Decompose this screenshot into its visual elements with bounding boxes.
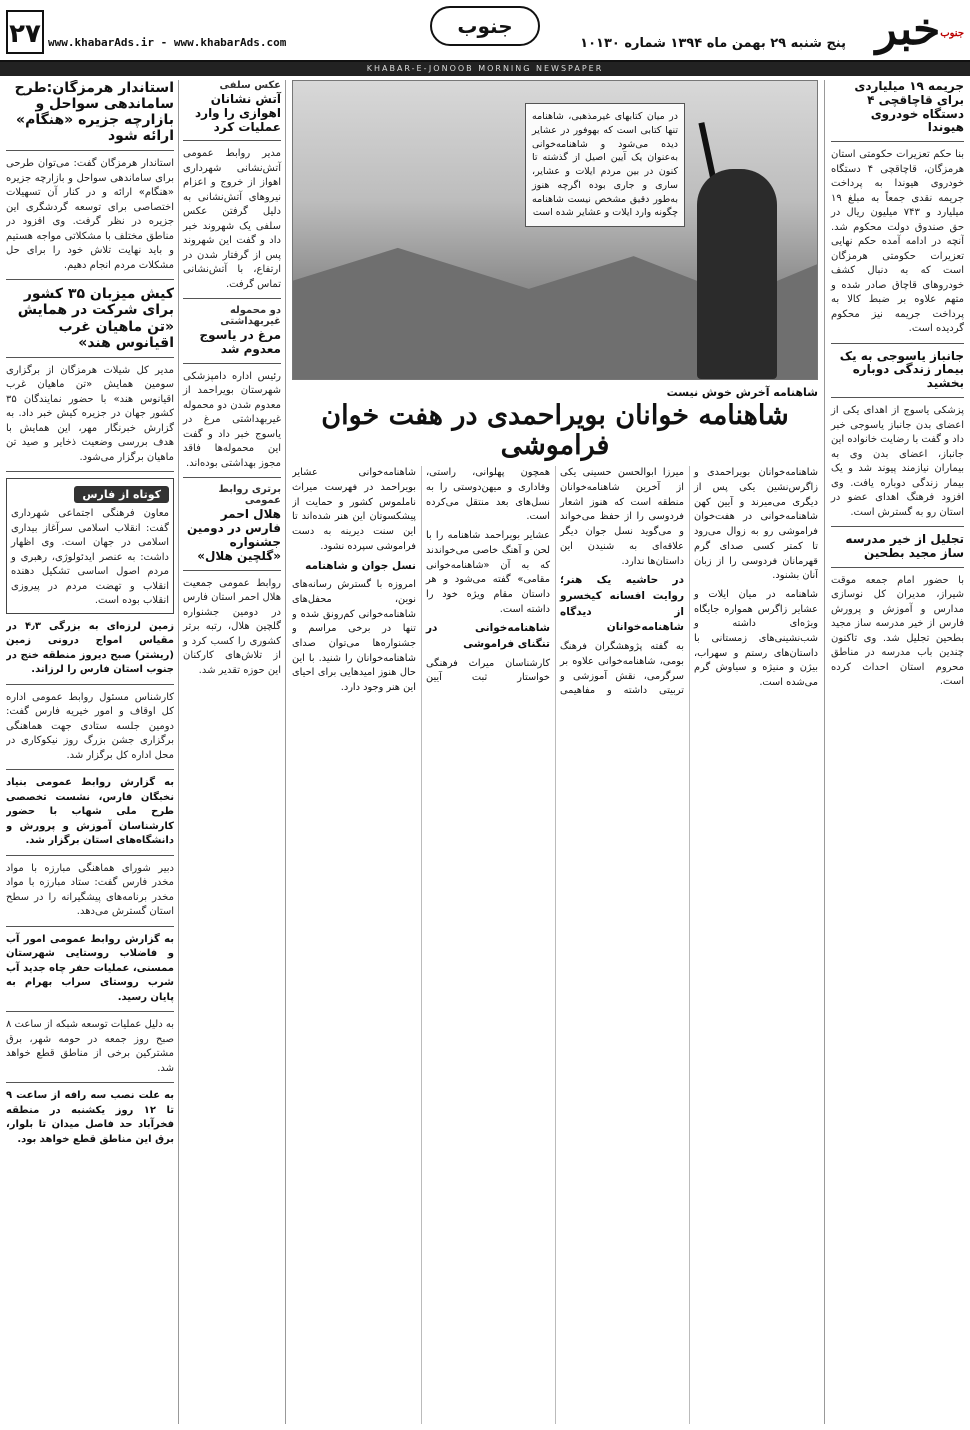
photo-caption: در میان کتابهای غیرمذهبی، شاهنامه تنها کتابی است که بهوفور در عشایر دیده می‌شود و شاهنامه‌خوانی به‌عنوان یک آیین اصیل از گذشته تا کنون در بین مردم ایلات و عشایر، ساری و جاری بوده اگرچه هنوز به‌طور دقیق مشخص نیست شاهنامه چگونه وارد ایلات و عشایر شده است (525, 103, 685, 227)
divider (183, 140, 281, 141)
divider (183, 298, 281, 299)
paragraph: میرزا ابوالحسن حسینی یکی از آخرین شاهنامه‌خوانان منطقه است که هنوز اشعار فردوسی را از حفظ می‌خواند و می‌گوید نسل جوان دیگر علاقه‌ای به شنیدن این داستان‌ها ندارد. (560, 467, 684, 567)
divider (6, 357, 174, 358)
article-kicker: برتری روابط عمومی (218, 484, 281, 507)
article-body: مدیر روابط عمومی آتش‌نشانی شهرداری اهواز از خروج و اعزام نیروهای آتش‌نشانی به دلیل گرفتن عکس سلفی یک شهروند خبر داد و گفت این شهروند پس از گرفتار شدن در ارتفاع، با آتش‌نشانی تماس گرفت. (183, 148, 281, 290)
narrow-column (178, 80, 286, 1424)
header-band: KHABAR-E-JONOOB MORNING NEWSPAPER (0, 62, 970, 76)
subheading: نسل جوان و شاهنامه (305, 559, 416, 572)
website-links[interactable]: www.khabarAds.ir - www.khabarAds.com (48, 36, 287, 49)
brief-body: کارشناس مسئول روابط عمومی اداره کل اوقاف و امور خیریه فارس گفت: دومین جلسه ستادی جهت هماهنگی برگزاری جشن بزرگ روز نیکوکاری در محل اداره کل برگزار شد. (6, 691, 174, 761)
divider (183, 570, 281, 571)
brief-tag: کوتاه از فارس (74, 486, 169, 503)
main-kicker: شاهنامه آخرش خوش نیست (666, 386, 818, 399)
article-kicker: دو محموله غیربهداشتی (220, 305, 281, 328)
news-brief-box (6, 478, 174, 614)
main-photo (292, 80, 818, 380)
right-column (824, 80, 964, 1424)
brief-highlight: به گزارش روابط عمومی امور آب و فاضلاب روستایی شهرستان ممسنی، عملیات حفر چاه جدید آب شرب روستای سراب بهرام به پایان رسید. (6, 933, 174, 1003)
divider (831, 397, 964, 398)
main-story (292, 80, 818, 1424)
article-headline: استاندار هرمزگان:طرح ساماندهی سواحل و بازارچه جزیره «هنگام» ارائه شود (14, 80, 174, 145)
article-body: روابط عمومی جمعیت هلال احمر استان فارس در دومین جشنواره گلچین هلال، رتبه برتر کشوری را کسب کرد و از تلاش‌های کارکنان این حوزه تقدیر شد. (183, 577, 281, 676)
divider (6, 150, 174, 151)
divider (831, 526, 964, 527)
masthead (0, 0, 970, 62)
article-headline: تجلیل از خیر مدرسه ساز مجید بطحین (845, 532, 964, 560)
divider (831, 343, 964, 344)
article-headline: کیش میزبان ۳۵ کشور برای شرکت در همایش «تن ماهیان غرب اقیانوس هند» (17, 286, 174, 351)
article-body: با حضور امام جمعه موقت شیراز، مدیران کل نوسازی مدارس و آموزش و پرورش فارس از خیر مدرسه ساز مجید بطحین تجلیل شد. وی تاکنون چندین باب مدرسه در مناطق محروم استان احداث کرده است. (831, 574, 964, 688)
brief-highlight: به علت نصب سه رافه از ساعت ۹ تا ۱۲ روز یکشنبه در منطقه فخرآباد حد فاصل میدان تا بلوار، برق این مناطق قطع خواهد بود. (6, 1090, 174, 1145)
section-title: جنوب (430, 6, 540, 46)
article-headline: مرغ در یاسوج معدوم شد (199, 328, 281, 357)
paragraph: کارشناسان میراث فرهنگی خواستار ثبت آیین شاهنامه‌خوانی عشایر بویراحمد در فهرست میراث ناملموس کشور و حمایت از پیشکسوتان این هنر شده‌اند تا این سنت دیرینه به دست فراموشی سپرده نشود. (292, 467, 550, 684)
paragraph: به گفته پژوهشگران فرهنگ بومی، شاهنامه‌خوانی علاوه بر سرگرمی، نقش آموزشی و تربیتی داشته و مفاهیمی همچون پهلوانی، راستی، وفاداری و میهن‌دوستی را به نسل‌های بعد منتقل می‌کرده است. (426, 467, 684, 697)
brief-body: به دلیل عملیات توسعه شبکه از ساعت ۸ صبح روز جمعه در حومه شهر، برق مشترکین برخی از مناطق قطع خواهد شد. (6, 1019, 174, 1074)
article-body: بنا حکم تعزیرات حکومتی استان هرمزگان، قاچاقچی ۴ دستگاه خودروی هیوندا به پرداخت جریمه نقدی جمعاً به مبلغ ۱۹ میلیارد و ۷۴۳ میلیون ریال در حق صندوق دولت محکوم شد. آنچه در ادامه آمده حکم نهایی تعزیرات حکومتی هرمزگان است که به دنبال کشف خودروهای قاچاق صادر شده و متهم علاوه بر ضبط کالا به پرداخت جریمه نیز محکوم گردیده است. (831, 149, 964, 335)
brief-body: معاون فرهنگی اجتماعی شهرداری گفت: انقلاب اسلامی سرآغاز بیداری اسلامی در جهان است. وی اظهار داشت: به عنصر ایدئولوژی، رهبری و مردم اصول اساسی تشکیل دهنده انقلاب و تهضت مردم در پیروزی انقلاب بوده است. (11, 508, 169, 607)
subheading: در حاشیه یک هنر؛ روایت افسانه کیخسرو از دیدگاه شاهنامه‌خوانان (560, 574, 684, 634)
brief-highlight: به گزارش روابط عمومی بنیاد نخبگان فارس، نشست تخصصی طرح ملی شهاب با حضور کارشناسان آموزش و پرورش و دانشگاه‌های استان برگزار شد. (6, 777, 174, 847)
article-headline: آتش نشانان اهوازی را وارد عملیات کرد (195, 92, 281, 134)
brief-highlight: زمین لرزه‌ای به بزرگی ۴٫۳ در مقیاس امواج درونی زمین (ریشتر) صبح دیروز منطقه خنج در جنوب استان فارس را لرزاند. (6, 620, 174, 676)
photo-person (697, 169, 777, 379)
divider (6, 1082, 174, 1083)
subheading: شاهنامه‌خوانی در تنگنای فراموشی (426, 622, 550, 650)
divider (831, 141, 964, 142)
paragraph: امروزه با گسترش رسانه‌های نوین، محفل‌های شاهنامه‌خوانی کم‌رونق شده و تنها در برخی مراسم و جشنواره‌ها می‌توان صدای شاهنامه‌خوانان را شنید. با این حال هنوز امیدهایی برای احیای این هنر وجود دارد. (292, 579, 416, 694)
paragraph: عشایر بویراحمد شاهنامه را با لحن و آهنگ خاصی می‌خواندند که به آن «شاهنامه‌خوانی مقامی» گفته می‌شود و هر داستان مقام ویژه خود را داشته است. (426, 530, 550, 615)
divider (6, 684, 174, 685)
divider (6, 926, 174, 927)
article-headline: هلال احمر فارس در دومین جشنواره «گلچین هلال» (187, 507, 281, 563)
divider (6, 279, 174, 280)
paragraph: شاهنامه‌خوانان بویراحمدی و زاگرس‌نشین یکی پس از دیگری می‌میرند و آیین کهن شاهنامه‌خوانی در هفت‌خوان فراموشی رو به زوال می‌رود تا کمتر کسی صدای گرم قهرمانان فردوسی را از زبان آنان بشنود. (694, 467, 818, 582)
divider (6, 769, 174, 770)
logo-subtitle: جنوب (940, 28, 964, 39)
issue-date-line: پنج شنبه ۲۹ بهمن ماه ۱۳۹۴ شماره ۱۰۱۳۰ (580, 36, 846, 51)
divider (6, 1011, 174, 1012)
article-body: مدیر کل شیلات هرمزگان از برگزاری سومین همایش «تن ماهیان غرب اقیانوس هند» با حضور نمایندگان ۳۵ کشور جهان در جزیره کیش خبر داد. به گزارش خبرنگار مهر، این همایش با هدف بررسی وضعیت ذخایر و صید تن ماهیان برگزار می‌شود. (6, 364, 174, 463)
page-number: ۲۷ (6, 10, 44, 54)
article-body: رئیس اداره دامپزشکی شهرستان بویراحمد از معدوم شدن دو محموله غیربهداشتی مرغ در یاسوج خبر داد و گفت این محموله‌ها فاقد مجوز بهداشتی بوده‌اند. (183, 370, 281, 469)
article-body: استاندار هرمزگان گفت: می‌توان طرحی برای ساماندهی سواحل و بازارچه جزیره «هنگام» ارائه و در کنار آن تسهیلات اختصاصی برای توسعه گردشگری این جزیره در نظر گرفت. وی افزود در مناطق مختلف با مشکلاتی مواجه هستیم و باید نهایت تلاش خود را برای حل مشکلات مردم انجام دهیم. (6, 158, 174, 271)
brief-body: دبیر شورای هماهنگی مبارزه با مواد مخدر فارس گفت: ستاد مبارزه با مواد مخدر برنامه‌های پیشگیرانه را در سطح استان گسترش می‌دهد. (6, 862, 174, 918)
left-column (6, 80, 174, 1424)
main-body (292, 466, 818, 1424)
article-headline: جانباز یاسوجی به یک بیمار زندگی دوباره بخشید (839, 348, 964, 391)
paragraph: شاهنامه در میان ایلات و عشایر زاگرس همواره جایگاه ویژه‌ای داشته و شب‌نشینی‌های زمستانی با داستان‌های رستم و سهراب، بیژن و منیژه و سیاوش گرم می‌شده است. (694, 588, 818, 688)
divider (6, 855, 174, 856)
logo-text: خبر (875, 4, 941, 55)
divider (183, 363, 281, 364)
divider (831, 567, 964, 568)
article-body: پزشکی یاسوج از اهدای یکی از اعضای بدن جانباز یاسوجی خبر داد و گفت با رضایت خانواده این جانباز، اعضای بدن وی به بیماران نیازمند پیوند شد و یک بیمار زندگی دوباره یافت. وی افزود فرهنگ اهدای عضو در استان رو به گسترش است. (831, 405, 964, 518)
article-headline: جریمه ۱۹ میلیاردی برای قاچاقچی ۴ دستگاه خودروی هیوندا (854, 80, 964, 135)
divider (6, 471, 174, 472)
newspaper-logo (852, 2, 964, 58)
divider (183, 477, 281, 478)
article-kicker: عکس سلفی (219, 80, 281, 91)
main-headline: شاهنامه خوانان بویراحمدی در هفت خوان فراموشی (321, 400, 789, 461)
